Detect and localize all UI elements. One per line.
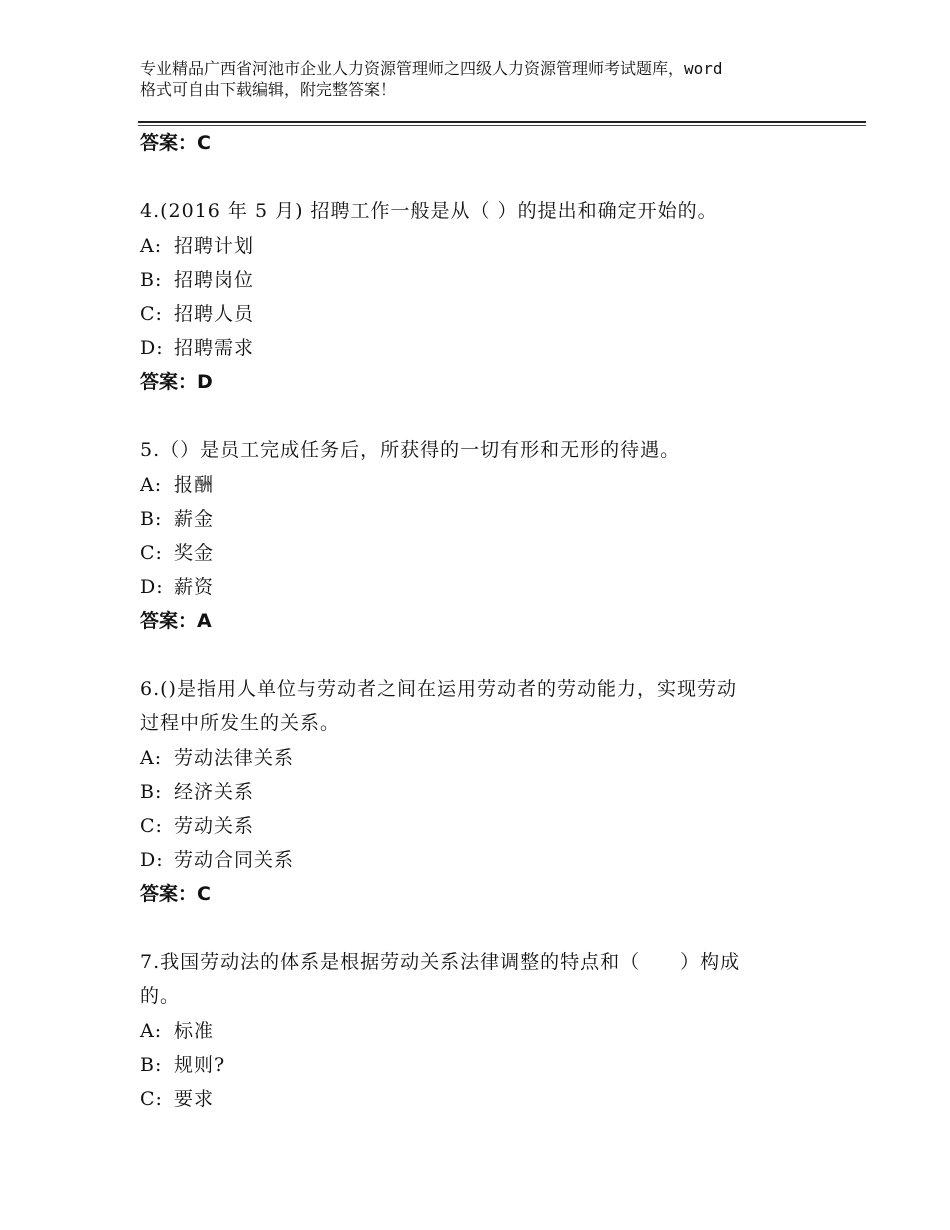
question-7-stem-line-2: 的。 (140, 985, 181, 1007)
option-key: B: (140, 1054, 163, 1076)
question-7-option-a (140, 1019, 214, 1043)
question-6-answer: 答案：C (140, 883, 211, 905)
option-text: 招聘人员 (174, 303, 255, 325)
question-7-option-b (140, 1053, 225, 1077)
question-5-answer: 答案：A (140, 610, 212, 632)
option-key: A: (140, 474, 163, 496)
option-key: B: (140, 269, 163, 291)
option-text: 经济关系 (174, 781, 255, 803)
header-line-1: 专业精品广西省河池市企业人力资源管理师之四级人力资源管理师考试题库，word (140, 59, 723, 78)
option-text: 劳动合同关系 (174, 849, 295, 871)
option-key: C: (140, 303, 163, 325)
option-key: D: (140, 337, 164, 359)
answer-previous: 答案：C (140, 132, 211, 154)
question-5-option-a (140, 473, 214, 497)
option-text: 薪资 (174, 576, 215, 598)
option-key: B: (140, 781, 163, 803)
option-key: C: (140, 815, 163, 837)
header-rule-thick (138, 121, 866, 123)
option-key: A: (140, 235, 163, 257)
option-text: 要求 (174, 1088, 215, 1110)
question-6-option-a (140, 746, 294, 770)
question-5-stem: 5.（）是员工完成任务后，所获得的一切有形和无形的待遇。 (140, 439, 681, 461)
option-text: 薪金 (174, 508, 215, 530)
option-text: 招聘岗位 (174, 269, 255, 291)
option-key: D: (140, 849, 164, 871)
question-4-option-d (140, 336, 254, 360)
option-text: 报酬 (174, 474, 215, 496)
question-5-option-c (140, 541, 214, 565)
option-text: 劳动关系 (174, 815, 255, 837)
option-text: 标准 (174, 1020, 215, 1042)
option-text: 招聘需求 (174, 337, 255, 359)
header-rule-thin (138, 125, 866, 126)
question-6-stem-line-1: 6.()是指用人单位与劳动者之间在运用劳动者的劳动能力，实现劳动 (140, 678, 737, 700)
question-6-stem-line-2: 过程中所发生的关系。 (140, 712, 341, 734)
question-4-option-a (140, 234, 254, 258)
option-key: C: (140, 542, 163, 564)
question-7-option-c (140, 1087, 214, 1111)
option-text: 奖金 (174, 542, 215, 564)
header-line-2: 格式可自由下载编辑，附完整答案！ (140, 80, 397, 99)
question-4-answer: 答案：D (140, 371, 213, 393)
option-key: D: (140, 576, 164, 598)
question-7-stem (140, 945, 795, 1013)
option-text: 招聘计划 (174, 235, 255, 257)
question-6-option-b (140, 780, 254, 804)
option-key: A: (140, 747, 163, 769)
question-4-option-c (140, 302, 254, 326)
question-5-option-b (140, 507, 214, 531)
question-6-option-c (140, 814, 254, 838)
option-text: 劳动法律关系 (174, 747, 295, 769)
option-text: 规则? (174, 1054, 226, 1076)
option-key: C: (140, 1088, 163, 1110)
document-header (140, 58, 840, 100)
question-7-stem-line-1: 7.我国劳动法的体系是根据劳动关系法律调整的特点和（ ）构成 (140, 951, 741, 973)
option-key: B: (140, 508, 163, 530)
question-4-option-b (140, 268, 254, 292)
question-5-option-d (140, 575, 214, 599)
question-6-stem (140, 672, 795, 740)
question-6-option-d (140, 848, 294, 872)
question-4-stem: 4.(2016 年 5 月) 招聘工作一般是从（ ）的提出和确定开始的。 (140, 200, 718, 222)
option-key: A: (140, 1020, 163, 1042)
